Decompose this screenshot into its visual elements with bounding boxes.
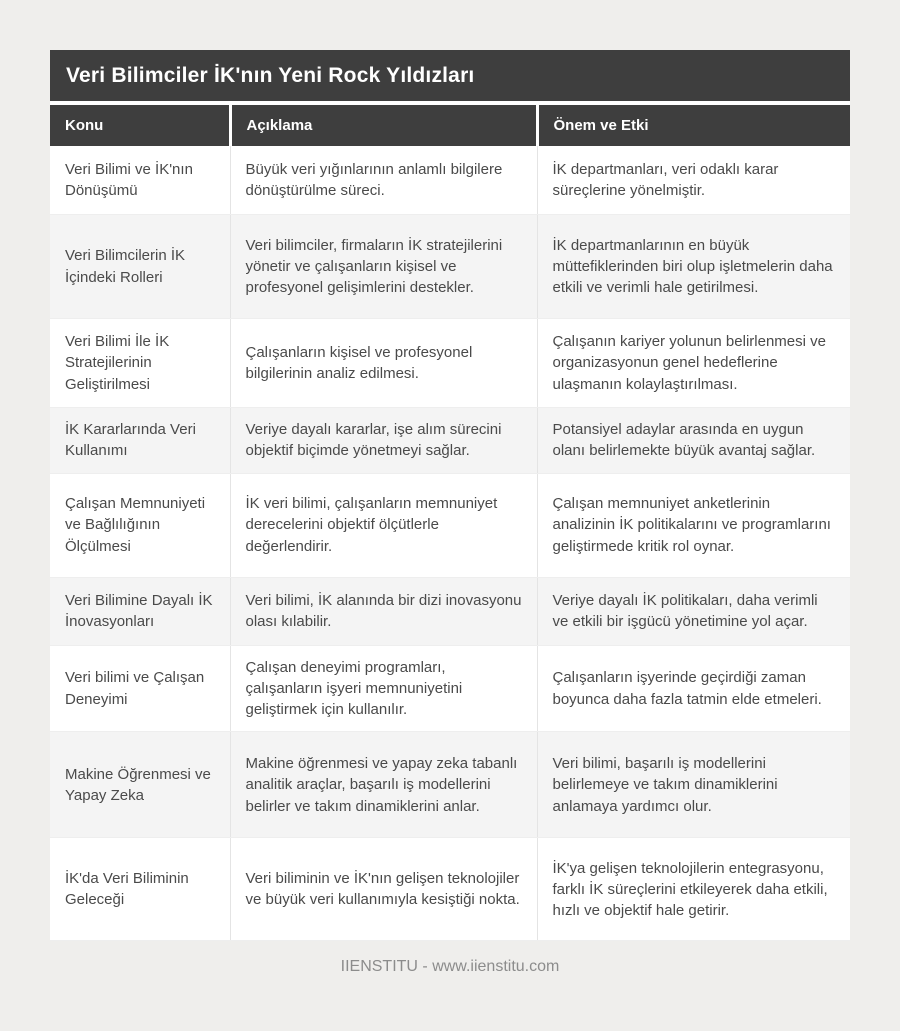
cell-aciklama: Veri biliminin ve İK'nın gelişen teknolojiler ve büyük veri kullanımıyla kesiştiği nokta. bbox=[230, 838, 537, 941]
cell-onem: Potansiyel adaylar arasında en uygun olanı belirlemekte büyük avantaj sağlar. bbox=[537, 408, 850, 474]
cell-onem: Veriye dayalı İK politikaları, daha verimli ve etkili bir işgücü yönetimine yol açar. bbox=[537, 577, 850, 645]
table-row bbox=[50, 473, 850, 577]
cell-onem: Çalışanın kariyer yolunun belirlenmesi ve organizasyonun genel hedeflerine ulaşmanın kolaylaştırılması. bbox=[537, 319, 850, 408]
header-row bbox=[50, 105, 850, 146]
cell-onem: Çalışan memnuniyet anketlerinin analizinin İK politikalarını ve programlarını geliştirmede kritik rol oynar. bbox=[537, 473, 850, 577]
cell-konu: Veri bilimi ve Çalışan Deneyimi bbox=[50, 645, 230, 732]
table-row bbox=[50, 319, 850, 408]
cell-aciklama: Çalışanların kişisel ve profesyonel bilgilerinin analiz edilmesi. bbox=[230, 319, 537, 408]
table-row bbox=[50, 645, 850, 732]
cell-konu: Veri Bilimcilerin İK İçindeki Rolleri bbox=[50, 215, 230, 319]
cell-aciklama: Büyük veri yığınlarının anlamlı bilgilere dönüştürülme süreci. bbox=[230, 146, 537, 215]
cell-aciklama: Makine öğrenmesi ve yapay zeka tabanlı analitik araçlar, başarılı iş modellerini belirler ve takım dinamiklerini anlar. bbox=[230, 732, 537, 838]
table-row bbox=[50, 215, 850, 319]
column-header-konu: Konu bbox=[50, 105, 230, 146]
cell-onem: İK departmanları, veri odaklı karar süreçlerine yönelmiştir. bbox=[537, 146, 850, 215]
cell-konu: Makine Öğrenmesi ve Yapay Zeka bbox=[50, 732, 230, 838]
table-card bbox=[50, 50, 850, 941]
cell-aciklama: Veri bilimciler, firmaların İK stratejilerini yönetir ve çalışanların kişisel ve profesyonel gelişimlerini destekler. bbox=[230, 215, 537, 319]
cell-konu: Veri Bilimi ve İK'nın Dönüşümü bbox=[50, 146, 230, 215]
cell-onem: İK'ya gelişen teknolojilerin entegrasyonu, farklı İK süreçlerini etkileyerek daha etkili, hızlı ve objektif hale getirir. bbox=[537, 838, 850, 941]
table-row bbox=[50, 146, 850, 215]
cell-onem: Veri bilimi, başarılı iş modellerini belirlemeye ve takım dinamiklerini anlamaya yardımcı olur. bbox=[537, 732, 850, 838]
column-header-onem: Önem ve Etki bbox=[537, 105, 850, 146]
cell-konu: Çalışan Memnuniyeti ve Bağlılığının Ölçülmesi bbox=[50, 473, 230, 577]
table-row bbox=[50, 838, 850, 941]
cell-onem: İK departmanlarının en büyük müttefiklerinden biri olup işletmelerin daha etkili ve verimli hale getirilmesi. bbox=[537, 215, 850, 319]
table-row bbox=[50, 577, 850, 645]
cell-aciklama: İK veri bilimi, çalışanların memnuniyet derecelerini objektif ölçütlerle değerlendirir. bbox=[230, 473, 537, 577]
cell-aciklama: Çalışan deneyimi programları, çalışanların işyeri memnuniyetini geliştirmek için kullanılır. bbox=[230, 645, 537, 732]
cell-aciklama: Veriye dayalı kararlar, işe alım sürecini objektif biçimde yönetmeyi sağlar. bbox=[230, 408, 537, 474]
cell-konu: Veri Bilimine Dayalı İK İnovasyonları bbox=[50, 577, 230, 645]
column-header-aciklama: Açıklama bbox=[230, 105, 537, 146]
table-row bbox=[50, 732, 850, 838]
page-title: Veri Bilimciler İK'nın Yeni Rock Yıldızları bbox=[50, 50, 850, 105]
data-table bbox=[50, 105, 850, 941]
table-row bbox=[50, 408, 850, 474]
cell-aciklama: Veri bilimi, İK alanında bir dizi inovasyonu olası kılabilir. bbox=[230, 577, 537, 645]
cell-onem: Çalışanların işyerinde geçirdiği zaman boyunca daha fazla tatmin elde etmeleri. bbox=[537, 645, 850, 732]
cell-konu: İK Kararlarında Veri Kullanımı bbox=[50, 408, 230, 474]
cell-konu: İK'da Veri Biliminin Geleceği bbox=[50, 838, 230, 941]
cell-konu: Veri Bilimi İle İK Stratejilerinin Geliştirilmesi bbox=[50, 319, 230, 408]
footer-credit: IIENSTITU - www.iienstitu.com bbox=[340, 958, 560, 975]
